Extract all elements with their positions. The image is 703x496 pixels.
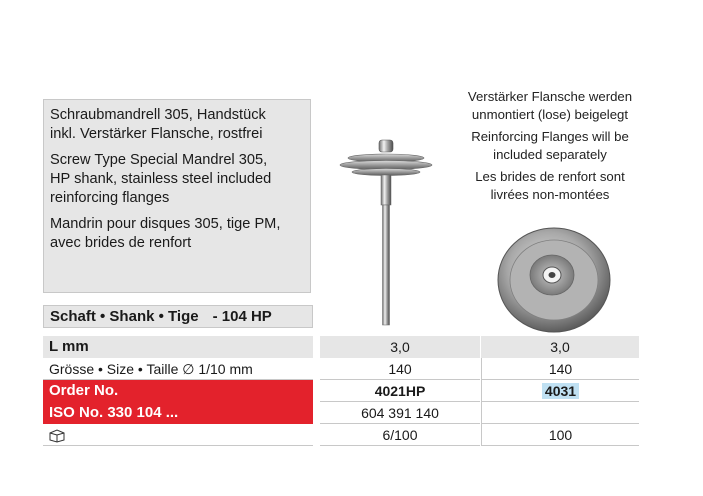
description-french: Mandrin pour disques 305, tige PM, avec brides de renfort <box>50 216 281 251</box>
side-note: Verstärker Flansche werden unmontiert (lose) beigelegt Reinforcing Flanges will be included separately Les brides de renfort sont livrées non-montées <box>467 89 633 202</box>
flange-disc-image <box>494 225 614 335</box>
order-no-4031[interactable]: 4031 <box>542 383 579 399</box>
package-icon <box>49 429 65 443</box>
mandrel-image <box>336 120 436 330</box>
description-english: Screw Type Special Mandrel 305, HP shank, stainless steel included reinforcing flanges <box>50 152 272 206</box>
shank-bar: Schaft • Shank • Tige - 104 HP <box>43 305 313 328</box>
description-box <box>43 99 311 293</box>
description-german: Schraubmandrell 305, Handstück inkl. Verstärker Flansche, rostfrei <box>50 107 266 142</box>
